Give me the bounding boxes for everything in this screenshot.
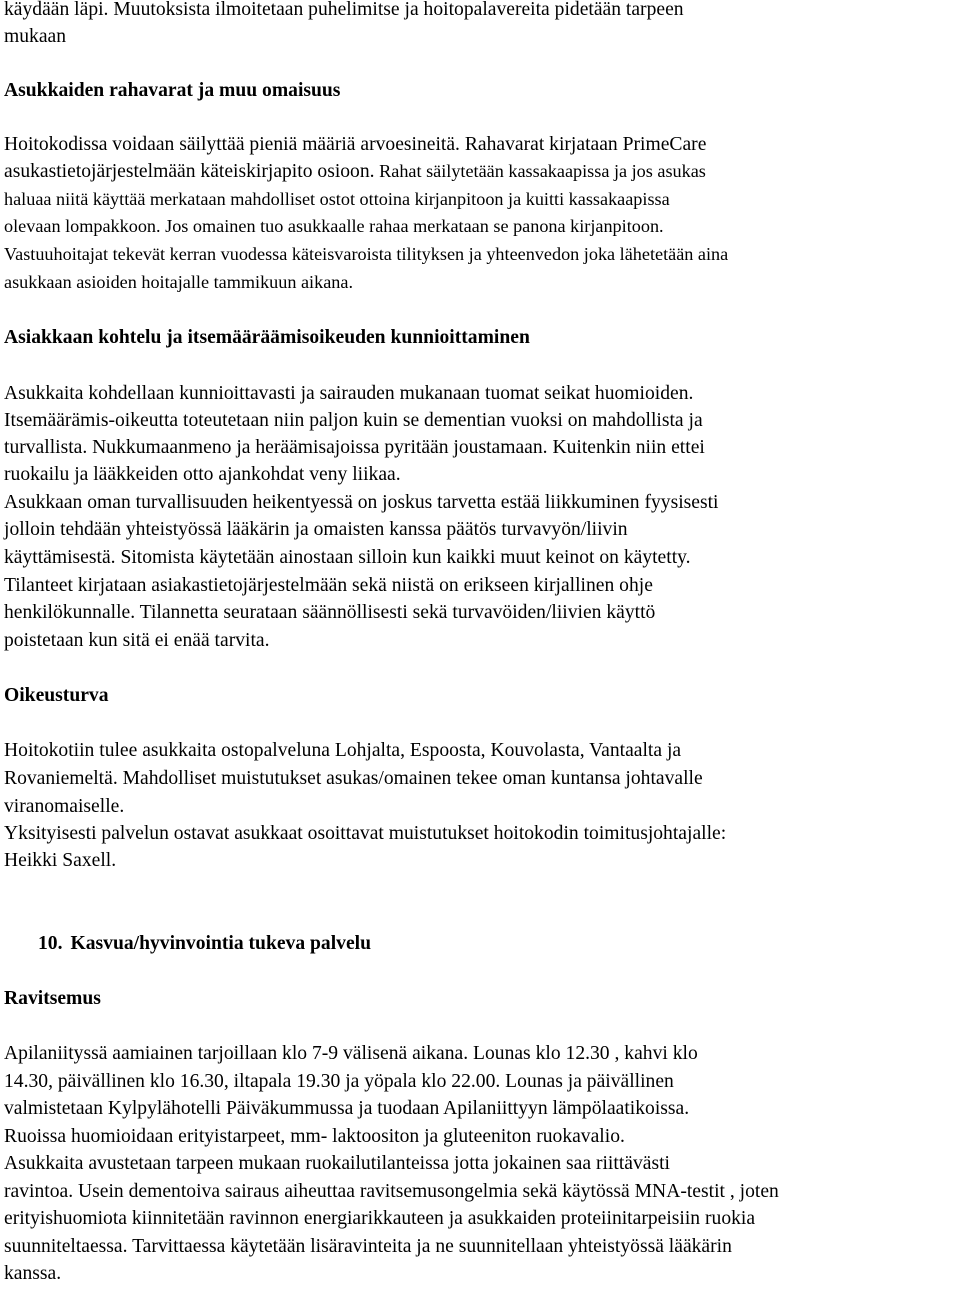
paragraph-line: viranomaiselle.: [4, 796, 125, 817]
numbered-heading-growth: [38, 930, 371, 957]
paragraph-line: Asukkaan oman turvallisuuden heikentyessä on joskus tarvetta estää liikkuminen fyysisesti: [4, 492, 719, 513]
section-heading-self-determination: Asiakkaan kohtelu ja itsemääräämisoikeuden kunnioittaminen: [4, 327, 530, 348]
paragraph-line: turvallista. Nukkumaanmeno ja heräämisajoissa pyritään joustamaan. Kuitenkin niin ettei: [4, 437, 705, 458]
paragraph-line: olevaan lompakkoon. Jos omainen tuo asukkaalle rahaa merkataan se panona kirjanpitoon.: [4, 216, 664, 236]
paragraph-line: Apilaniityssä aamiainen tarjoillaan klo 7-9 välisenä aikana. Lounas klo 12.30 , kahvi klo: [4, 1043, 698, 1064]
paragraph-line: ruokailu ja lääkkeiden otto ajankohdat veny liikaa.: [4, 464, 401, 485]
paragraph-line: 14.30, päivällinen klo 16.30, iltapala 19.30 ja yöpala klo 22.00. Lounas ja päivällinen: [4, 1071, 674, 1092]
paragraph-line: käyttämisestä. Sitomista käytetään ainostaan silloin kun kaikki muut keinot on käytetty.: [4, 547, 691, 568]
paragraph-line: Hoitokotiin tulee asukkaita ostopalveluna Lohjalta, Espoosta, Kouvolasta, Vantaalta ja: [4, 740, 682, 761]
paragraph-line: Vastuuhoitajat tekevät kerran vuodessa käteisvaroista tilityksen ja yhteenvedon joka lähetetään aina: [4, 244, 729, 264]
paragraph-line: Itsemäärämis-oikeutta toteutetaan niin paljon kuin se dementian vuoksi on mahdollista ja: [4, 410, 703, 431]
section-heading-legal-protection: Oikeusturva: [4, 685, 109, 706]
paragraph-line-part: asukastietojärjestelmään käteiskirjapito osioon.: [4, 161, 375, 182]
paragraph-line: Hoitokodissa voidaan säilyttää pieniä määriä arvoesineitä. Rahavarat kirjataan PrimeCare: [4, 134, 707, 155]
paragraph-line-part: Rahat säilytetään kassakaapissa ja jos asukas: [374, 161, 706, 181]
paragraph-line: käydään läpi. Muutoksista ilmoitetaan puhelimitse ja hoitopalavereita pidetään tarpeen: [4, 0, 684, 20]
paragraph-line: [4, 158, 706, 185]
paragraph-line: mukaan: [4, 26, 67, 47]
paragraph-line: Asukkaita avustetaan tarpeen mukaan ruokailutilanteissa jotta jokainen saa riittävästi: [4, 1153, 670, 1174]
paragraph-line: asukkaan asioiden hoitajalle tammikuun aikana.: [4, 272, 353, 292]
section-heading-nutrition: Ravitsemus: [4, 988, 101, 1009]
paragraph-line: jolloin tehdään yhteistyössä lääkärin ja omaisten kanssa päätös turvavyön/liivin: [4, 519, 628, 540]
paragraph-line: Ruoissa huomioidaan erityistarpeet, mm- laktoositon ja gluteeniton ruokavalio.: [4, 1126, 625, 1147]
paragraph-line: henkilökunnalle. Tilannetta seurataan säännöllisesti sekä turvavöiden/liivien käyttö: [4, 602, 656, 623]
heading-text: Kasvua/hyvinvointia tukeva palvelu: [70, 933, 372, 954]
paragraph-line: Tilanteet kirjataan asiakastietojärjestelmään sekä niistä on erikseen kirjallinen ohje: [4, 575, 653, 596]
paragraph-line: Heikki Saxell.: [4, 850, 117, 871]
section-heading-assets: Asukkaiden rahavarat ja muu omaisuus: [4, 80, 341, 101]
paragraph-line: poistetaan kun sitä ei enää tarvita.: [4, 630, 270, 651]
paragraph-line: Yksityisesti palvelun ostavat asukkaat osoittavat muistutukset hoitokodin toimitusjohtajalle:: [4, 823, 727, 844]
paragraph-line: ravintoa. Usein dementoiva sairaus aiheuttaa ravitsemusongelmia sekä käytössä MNA-testit , joten: [4, 1181, 779, 1202]
paragraph-line: suunniteltaessa. Tarvittaessa käytetään lisäravinteita ja ne suunnitellaan yhteistyössä lääkärin: [4, 1236, 732, 1257]
paragraph-line: kanssa.: [4, 1263, 62, 1284]
paragraph-line: erityishuomiota kiinnitetään ravinnon energiarikkauteen ja asukkaiden proteiinitarpeisiin ruokia: [4, 1208, 756, 1229]
heading-number: 10.: [38, 933, 63, 954]
paragraph-line: Asukkaita kohdellaan kunnioittavasti ja sairauden mukanaan tuomat seikat huomioiden.: [4, 383, 694, 404]
paragraph-line: haluaa niitä käyttää merkataan mahdolliset ostot ottoina kirjanpitoon ja kuitti kassakaapissa: [4, 189, 670, 209]
paragraph-line: valmistetaan Kylpylähotelli Päiväkummussa ja tuodaan Apilaniittyyn lämpölaatikoissa.: [4, 1098, 690, 1119]
paragraph-line: Rovaniemeltä. Mahdolliset muistutukset asukas/omainen tekee oman kuntansa johtavalle: [4, 768, 703, 789]
